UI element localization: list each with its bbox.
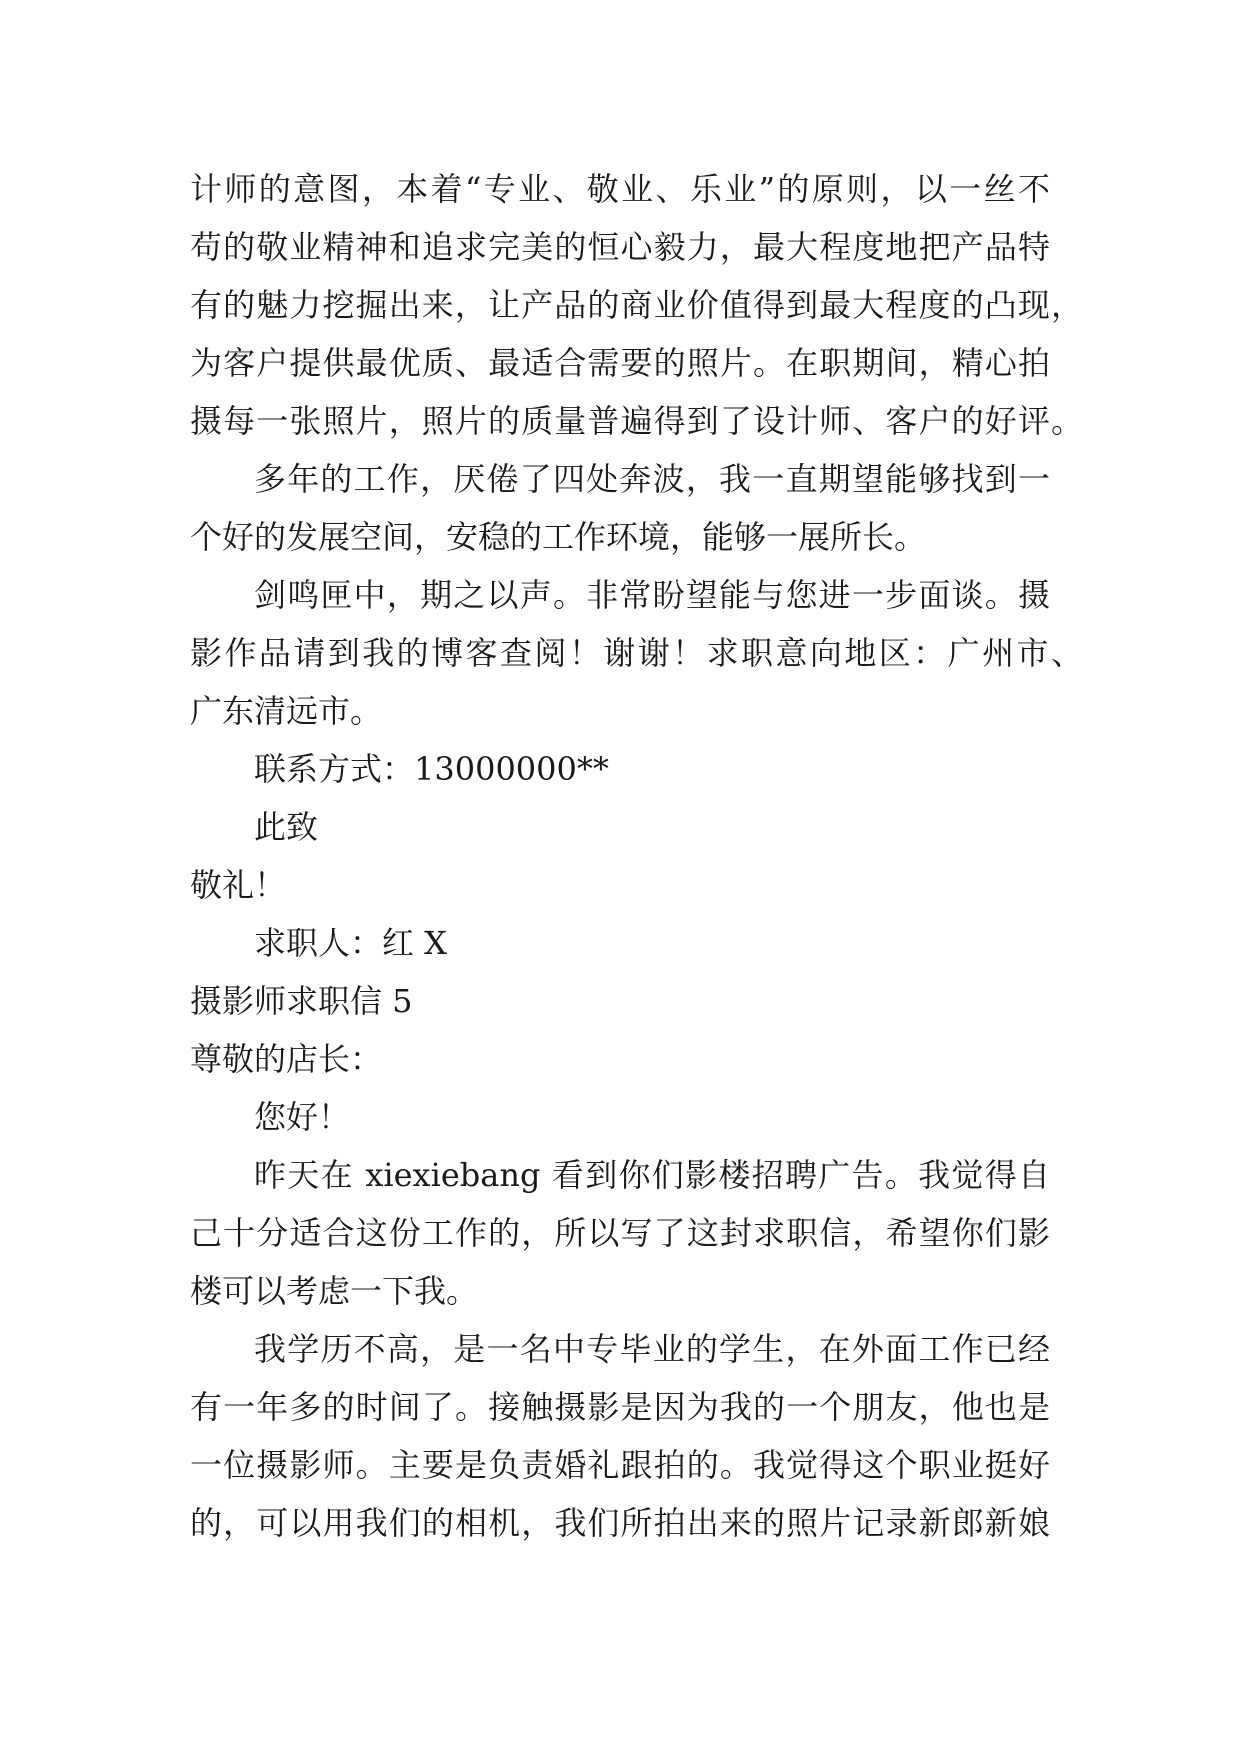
greeting-recipient: 尊敬的店长： <box>190 1040 383 1078</box>
paragraph-line: 己十分适合这份工作的，所以写了这封求职信，希望你们影 <box>190 1214 1050 1252</box>
paragraph-line: 楼可以考虑一下我。 <box>190 1272 479 1310</box>
greeting-line: 您好！ <box>254 1098 351 1136</box>
paragraph-line: 多年的工作，厌倦了四处奔波，我一直期望能够找到一 <box>254 460 1050 498</box>
paragraph-line: 有的魅力挖掘出来，让产品的商业价值得到最大程度的凸现， <box>190 286 1083 324</box>
paragraph-line: 一位摄影师。主要是负责婚礼跟拍的。我觉得这个职业挺好 <box>190 1446 1050 1484</box>
paragraph-line: 剑鸣匣中，期之以声。非常盼望能与您进一步面谈。摄 <box>254 576 1050 614</box>
paragraph-line: 摄每一张照片，照片的质量普遍得到了设计师、客户的好评。 <box>190 402 1083 440</box>
paragraph-line: 有一年多的时间了。接触摄影是因为我的一个朋友，他也是 <box>190 1388 1050 1426</box>
paragraph-line: 我学历不高，是一名中专毕业的学生，在外面工作已经 <box>254 1330 1050 1368</box>
paragraph-line: 影作品请到我的博客查阅！谢谢！求职意向地区：广州市、 <box>190 634 1083 672</box>
letter-body <box>190 160 1083 1552</box>
paragraph-line: 昨天在 xiexiebang 看到你们影楼招聘广告。我觉得自 <box>254 1156 1050 1194</box>
closing-salutation: 敬礼！ <box>190 866 287 904</box>
paragraph-line: 为客户提供最优质、最适合需要的照片。在职期间，精心拍 <box>190 344 1050 382</box>
closing-line: 此致 <box>254 808 319 846</box>
paragraph-line: 的，可以用我们的相机，我们所拍出来的照片记录新郎新娘 <box>190 1504 1050 1542</box>
contact-line: 联系方式：13000000** <box>254 750 609 788</box>
section-heading: 摄影师求职信 5 <box>190 982 413 1020</box>
paragraph-line: 苟的敬业精神和追求完美的恒心毅力，最大程度地把产品特 <box>190 228 1050 266</box>
paragraph-line: 广东清远市。 <box>190 692 383 730</box>
signature-line: 求职人：红 X <box>254 924 447 962</box>
paragraph-line: 个好的发展空间，安稳的工作环境，能够一展所长。 <box>190 518 927 556</box>
paragraph-line: 计师的意图，本着“专业、敬业、乐业”的原则，以一丝不 <box>190 170 1050 208</box>
